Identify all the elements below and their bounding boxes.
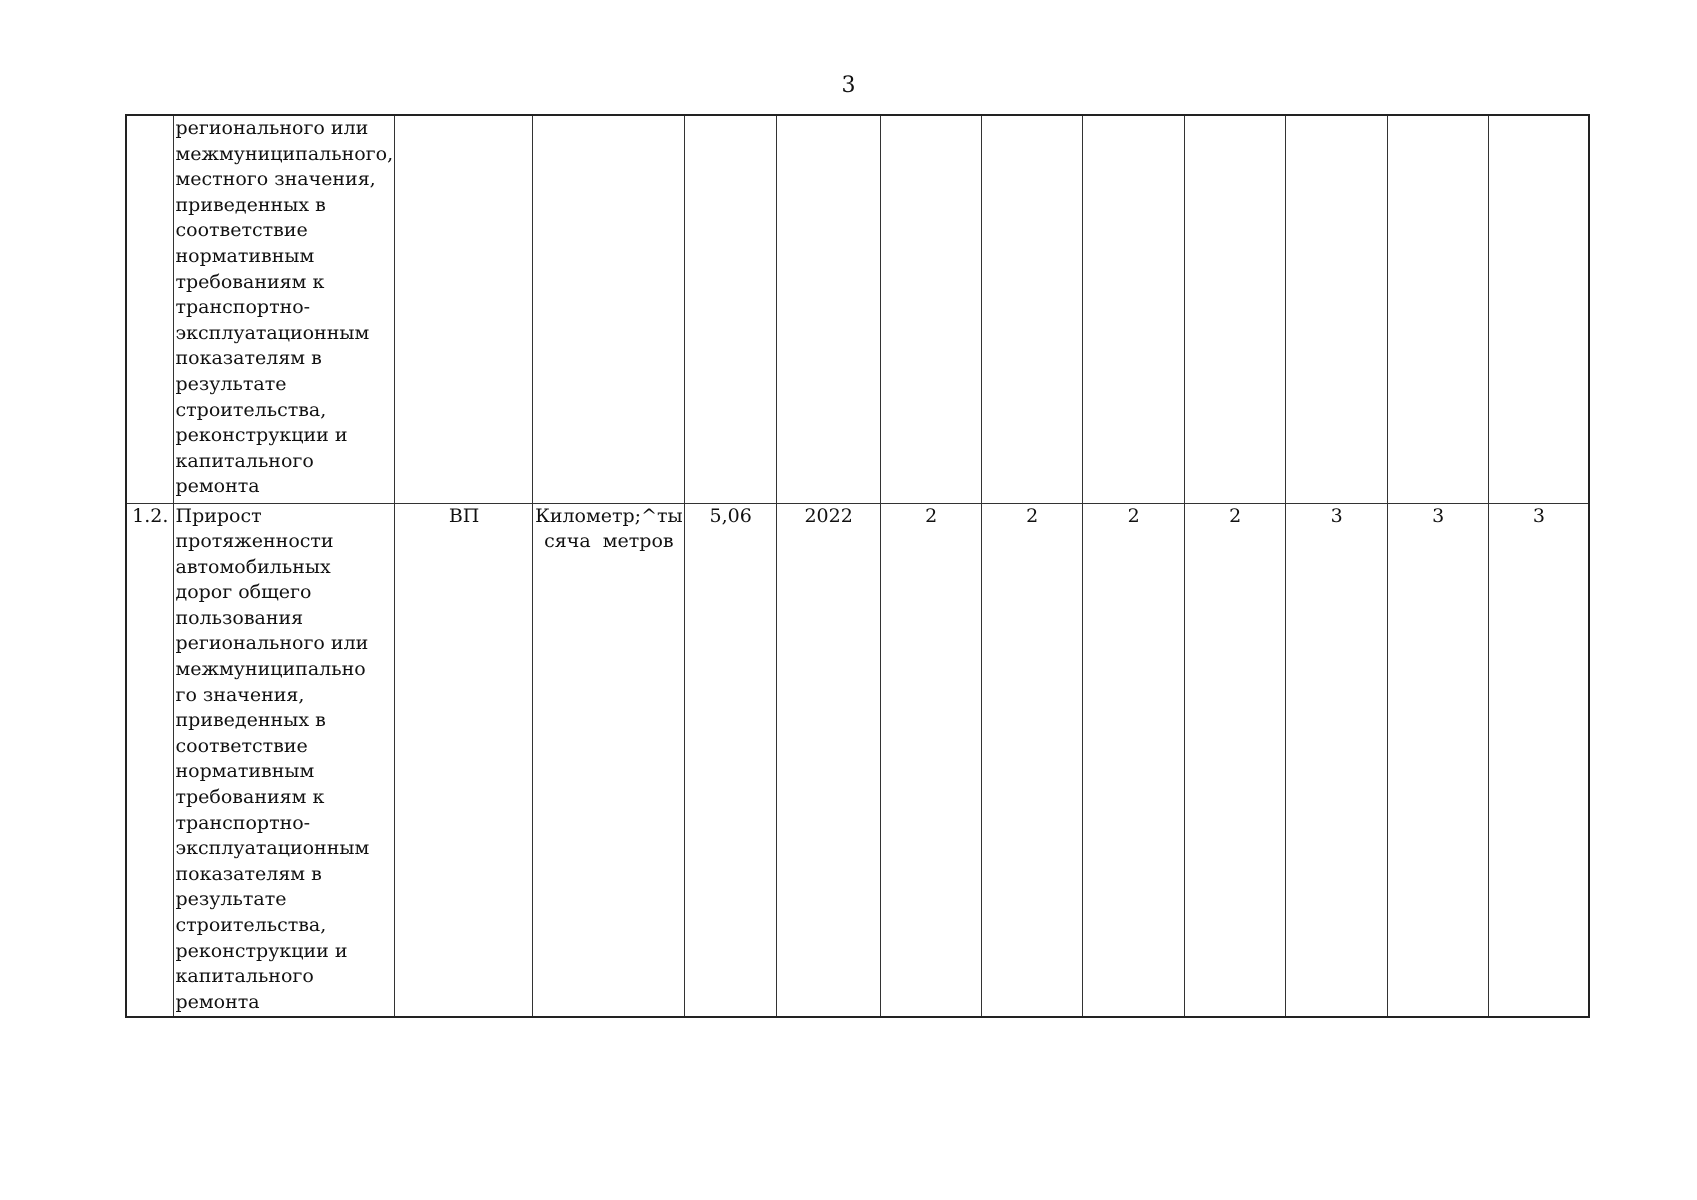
indicator-name-line: ремонта <box>175 475 260 498</box>
indicator-name-line: регионального или <box>175 632 369 655</box>
value-cell: 2 <box>981 503 1082 1017</box>
table-row <box>126 503 1589 1017</box>
indicator-name-line: эксплуатационным <box>175 321 370 344</box>
unit-cell <box>533 503 685 1017</box>
row-number-cell <box>126 115 173 503</box>
indicator-name-line: строительства, <box>175 398 327 421</box>
base-year-cell: 2022 <box>776 503 880 1017</box>
value-cell <box>1184 115 1285 503</box>
indicator-name-cell <box>173 503 395 1017</box>
indicator-name-line: реконструкции и <box>175 424 348 447</box>
indicator-name-line: транспортно- <box>175 811 311 834</box>
value-cell <box>880 115 981 503</box>
value-cell <box>981 115 1082 503</box>
unit-line: сяча метров <box>544 530 674 553</box>
indicator-name-line: го значения, <box>175 683 305 706</box>
indicator-name-line: результате <box>175 372 287 395</box>
value-cell: 3 <box>1285 503 1387 1017</box>
indicator-type-cell: ВП <box>395 503 533 1017</box>
value-cell: 2 <box>1184 503 1285 1017</box>
indicator-name-line: требованиям к <box>175 786 325 809</box>
indicator-name-line: капитального <box>175 965 314 988</box>
unit-cell <box>533 115 685 503</box>
page-number: 3 <box>841 73 856 98</box>
indicator-name-line: местного значения, <box>175 168 376 191</box>
indicator-name-line: строительства, <box>175 914 327 936</box>
value-cell <box>1082 115 1184 503</box>
table-row <box>126 115 1589 503</box>
row-number-cell: 1.2. <box>126 503 173 1017</box>
indicator-name-cell <box>173 115 395 503</box>
indicator-name-line: нормативным <box>175 760 315 783</box>
indicator-name-line: межмуниципально <box>175 658 366 681</box>
indicator-name-line: требованиям к <box>175 270 325 293</box>
indicator-name-line: показателям в <box>175 862 322 885</box>
indicator-name-line: регионального или <box>175 117 369 139</box>
indicator-name-line: Прирост <box>175 504 262 527</box>
indicators-table <box>125 114 1590 1018</box>
indicator-type-cell <box>395 115 533 503</box>
base-year-cell <box>776 115 880 503</box>
base-value-cell <box>684 115 776 503</box>
value-cell <box>1387 115 1488 503</box>
indicator-name-line: автомобильных <box>175 555 331 578</box>
indicator-name-line: транспортно- <box>175 296 311 319</box>
indicator-name-line: результате <box>175 888 287 911</box>
unit-line: Километр;^ты <box>535 504 683 527</box>
indicator-name-line: пользования <box>175 606 304 629</box>
value-cell: 2 <box>880 503 981 1017</box>
indicator-name-line: межмуниципального, <box>175 142 394 165</box>
indicator-name-line: дорог общего <box>175 581 312 604</box>
indicator-name-line: показателям в <box>175 347 322 370</box>
value-cell <box>1488 115 1589 503</box>
indicator-name-line: соответствие <box>175 219 308 242</box>
value-cell: 3 <box>1488 503 1589 1017</box>
indicator-name-line: ремонта <box>175 990 260 1013</box>
indicator-name-line: реконструкции и <box>175 939 348 962</box>
indicator-name-line: протяженности <box>175 530 334 553</box>
indicator-name-line: эксплуатационным <box>175 837 370 860</box>
value-cell: 3 <box>1387 503 1488 1017</box>
indicator-name-line: приведенных в <box>175 193 326 216</box>
indicator-name-line: капитального <box>175 449 314 472</box>
indicator-name-line: нормативным <box>175 244 315 267</box>
value-cell <box>1285 115 1387 503</box>
base-value-cell: 5,06 <box>684 503 776 1017</box>
indicator-name-line: соответствие <box>175 734 308 757</box>
indicator-name-line: приведенных в <box>175 709 326 732</box>
value-cell: 2 <box>1082 503 1184 1017</box>
